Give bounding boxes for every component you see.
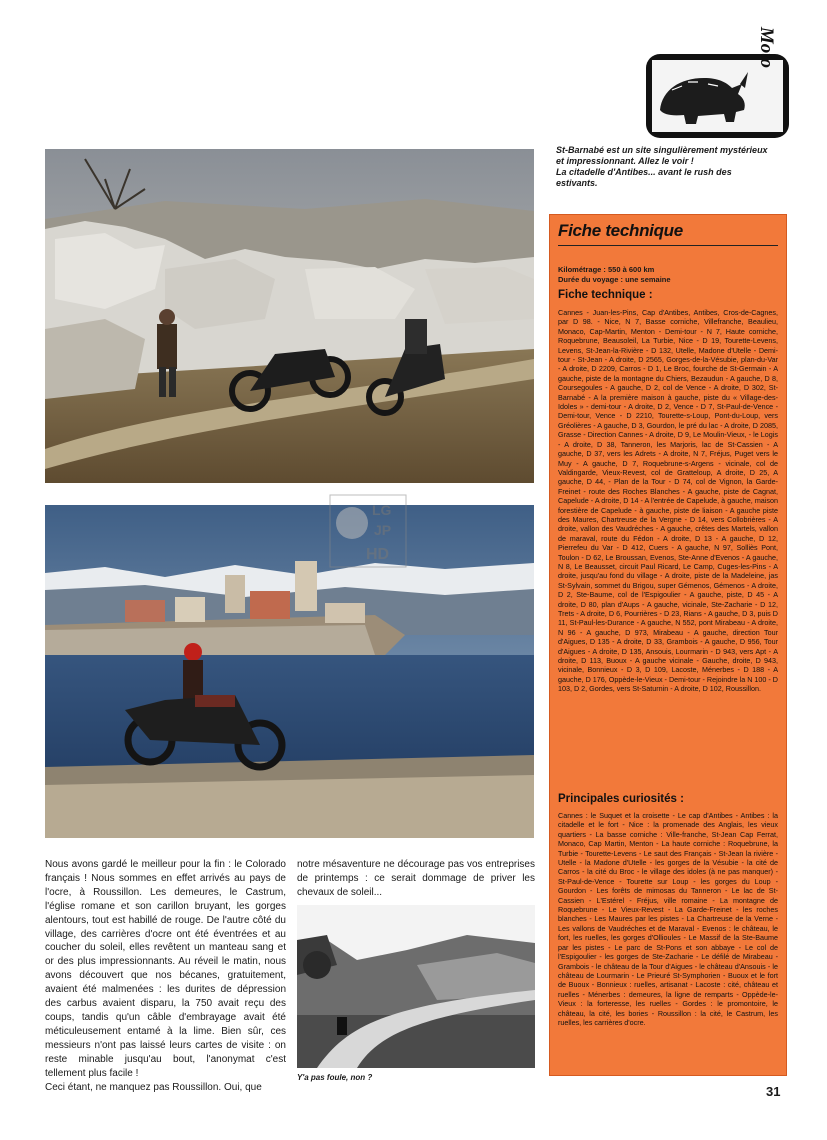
fiche-title-rule bbox=[558, 245, 778, 246]
caption-line: estivants. bbox=[556, 178, 598, 188]
magazine-logo bbox=[646, 26, 789, 138]
photo-antibes-citadel bbox=[45, 505, 534, 838]
article-column-right bbox=[297, 858, 535, 900]
watermark-logo bbox=[326, 491, 410, 571]
fiche-technique-box bbox=[549, 214, 787, 1076]
logo-text: Moto bbox=[756, 26, 777, 68]
caption-line: La citadelle d'Antibes... avant le rush des bbox=[556, 167, 732, 177]
fiche-meta bbox=[558, 265, 671, 285]
watermark-text-mid: JP bbox=[374, 522, 392, 538]
kilometrage: Kilométrage : 550 à 600 km bbox=[558, 265, 655, 274]
duree: Durée du voyage : une semaine bbox=[558, 275, 671, 284]
caption-line: et impressionnant. Allez le voir ! bbox=[556, 156, 694, 166]
fiche-title: Fiche technique bbox=[558, 221, 683, 240]
photo-empty-road bbox=[297, 905, 535, 1068]
rhino-icon bbox=[652, 60, 783, 132]
article-paragraph: Ceci étant, ne manquez pas Roussillon. Oui, que bbox=[45, 1081, 262, 1093]
photo-caption-right bbox=[556, 145, 786, 189]
page-number: 31 bbox=[766, 1084, 781, 1099]
curiosites-section-title: Principales curiosités : bbox=[558, 793, 684, 805]
photo-st-barnabe bbox=[45, 149, 534, 483]
article-paragraph: Nous avons gardé le meilleur pour la fin : le Colorado français ! Nous sommes en effet arrivés au pays de l'ocre, à Roussillon. Les demeures, le Castrum, l'église romane et son carillon bruyant, les gorges alentours, tout est habillé de rouge. De l'autre côté du village, des carrières d'ocre ont été éventrées et au coucher du soleil, elles revêtent un manteau sang et or des plus impressionnants. Au réveil le matin, nous avons découvert que nos bécanes, gratuitement, avaient été malmenées : les durites de dépression des carbus avaient disparu, la 750 avait reçu des coups, tandis qu'un câble d'embrayage avait été méticuleusement entamé à la lime. Bien sûr, ces messieurs n'ont pas laissé leurs cartes de visite : on reste minable jusqu'au bout, l'anonymat c'est tellement plus facile ! bbox=[45, 859, 286, 1079]
caption-line: St-Barnabé est un site singulièrement mystérieux bbox=[556, 145, 768, 155]
photo3-caption: Y'a pas foule, non ? bbox=[297, 1073, 373, 1082]
article-paragraph: notre mésaventure ne décourage pas vos entreprises de printemps : ce serait dommage de priver les chevaux de soleil... bbox=[297, 859, 535, 898]
watermark-text-bottom: HD bbox=[366, 546, 390, 563]
route-section-title: Fiche technique : bbox=[558, 289, 653, 301]
article-column-left bbox=[45, 858, 286, 1094]
curiosites-text: Cannes : le Suquet et la croisette - Le cap d'Antibes - Antibes : la citadelle et le fort - Nice : la promenade des Anglais, les vieux quartiers - La basse corniche : Ville-franche, St-Jean Cap Ferrat, Monaco, Cap Martin, Menton - La haute corniche : Roquebrune, la Turbie - Tourette-Levens - Le saut des Français - St-Jean la rivière - Utelle - la Madone d'Utelle - les gorges de la Vésubie - la cité de Carros - la cité du Broc - le village des idoles (à ne pas manquer) - St-Paul-de-Vence - Tourette sur Loup - les gorges du Loup - Gourdon - Les forêts de mimosas du Tanneron - Le lac de St-Cassien - L'Estérel - Fréjus, ville romaine - La montagne de Roquebrune - Le Vieux-Revest - La Garde-Freinet - les roches blanches - Les Maures par les pistes - La Chartreuse de la Verne - Les vallons de Vaudréches et de Maraval - Evenos : le château, le fort, les ruelles, les gorges d'Ollioules - Le Massif de la Ste-Baume par les pistes - Le parc de St-Pons et son abbaye - Le col de l'Espigoulier - les gorges de Ste-Zacharie - Le défilé de Mirabeau - Grambois - le château de la Tour d'Aigues - le château d'Ansouis - le château de Lourmarin - Le Prieuré St-Symphorien - Buoux et le fort de Buoux - Bonnieux : ruelles, artisanat - Lacoste : cité, château et ruelles - Ménerbes : demeures, la ligne de remparts - Oppède-le-Vieux : la forteresse, les ruelles - Gordes : le promontoire, le château, la cité, les bories - Roussillon : la cité, le Castrum, les ruelles, les carrières d'ocre. bbox=[558, 811, 778, 1027]
route-text: Cannes - Juan-les-Pins, Cap d'Antibes, Antibes, Cros-de-Cagnes, par D 98. - Nice, N 7, Basse corniche, Villefranche, Beaulieu, Monaco, Cap-Martin, Menton - Demi-tour - N 7, Haute corniche, Roquebrune, Beausoleil, La Turbie, Nice - D 19, Tourette-Levens, Levens, St-Jean-la-Rivière - D 132, Utelle, Madone d'Utelle - Demi-tour - St-Jean - A droite, D 2565, Gorges-de-la-Vésubie, plan-du-Var - A droite, D 2209, Carros - D 1, Le Broc, fourche de St-Germain - A gauche, piste de la montagne du Chiers, Bezaudun - A gauche, D 8, Coursegoules - A gauche, D 2, col de Vence - A droite, D 302, St-Barnabé - A la première maison à gauche, piste du « Village-des-Idoles » - demi-tour - A droite, D 2, Vence - D 7, St-Paul-de-Vence - Demi-tour, Vence - D 2210, Tourette-s-Loup, Pont-du-Loup, vers Gréolières - A gauche, D 3, Gourdon, le pré du lac - A droite, D 2085, Grasse - Direction Cannes - A droite, D 9, Le Moulin-Vieux, - le Logis - A droite, D 38, Tanneron, les Marjoris, lac de St-Cassien - A gauche, D 37, vers les Adrets - A droite, N 7, Fréjus, Puget vers le Muy - A gauche, D 7, Roquebrune-s-Argens - vicinale, col de Valdingarde, Vieux-Revest, col de Gratteloup, A droite, D 25, A gauche, D 44, - Plan de la Tour - D 74, col de Vignon, la Garde-Freinet - route des Roches Blanches - A gauche, piste de Cagnat, Capelude - A droite, D 14 - A l'entrée de Capelude, à gauche, maison forestière de Capelude - à gauche, piste de liaison - A gauche piste des Maures, Chartreuse de la Vergne - D 14, vers Collobrières - A droite, vallon des Vaudréches - A gauche, crêtes des Martels, vallon de maraval, route du Fédon - A droite, D 13 - A gauche, D 12, Pierrefeu du Var - D 412, Cuers - A gauche, N 97, Solliès Pont, Toulon - D 62, Le Broussan, Evenos, Ste-Anne d'Evenos - A gauche, N 8, Le Beausset, circuit Paul Ricard, Le Camp, Cuges-les-Pins - A droite, jusqu'au fond du village - A droite, piste de la Madeleine, jas St-Sylvain, sommet du Brigou, super Gémenos, Gémenos - A droite, D 2, Ste-Baume, col de l'Espigoulier - A gauche, piste, D 45 - A droite, D 80, plan d'Aups - A gauche, vicinale, Ste-Zacharie - D 12, Trets - A droite, D 6, Pourrières - D 23, Rians - A gauche, D 3, puis D 11, St-Paul-les-Durance - A gauche, N 552, pont Mirabeau - A droite, N 96 - A gauche, D 973, Mirabeau - A gauche, direction Tour d'Aigues, D 135 - A droite, D 33, Grambois - A gauche, D 956, Tour d'Aigues - A droite, D 135, Ansouis, Lourmarin - D 943, vers Apt - A droite, D 113, Buoux - A gauche vicinale - Gauche, droite, D 943, vicinale, Bonnieux - D 3, D 109, Lacoste, Ménerbes - D 188 - A gauche, D 176, Oppède-le-Vieux - Demi-tour - Rejoindre la N 100 - D 103, D 2, Gordes, vers St-Saturnin - A droite, D 102, Roussillon. bbox=[558, 308, 778, 694]
watermark-text-top: LG bbox=[372, 502, 392, 518]
